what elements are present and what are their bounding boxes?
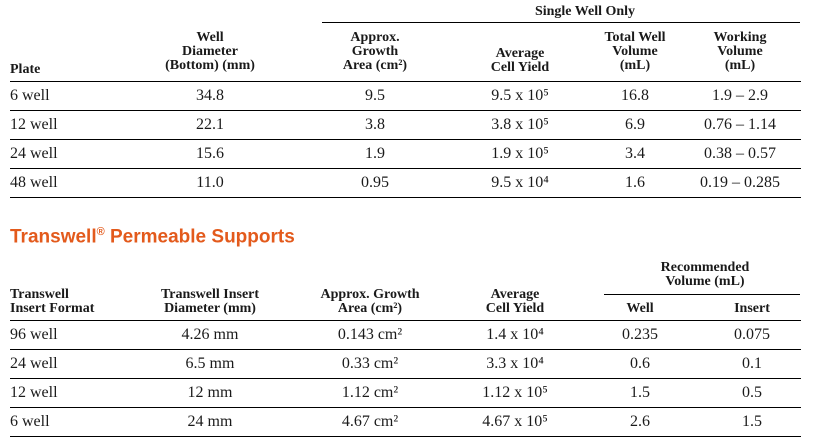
header-line: Cell Yield	[485, 301, 545, 316]
bottom-table-row-rule	[10, 436, 801, 437]
section-title-transwell	[10, 226, 295, 248]
bottom-table-cell: 0.6	[630, 355, 650, 372]
bottom-table-cell: 1.5	[630, 384, 650, 401]
header-line: Approx.	[350, 30, 400, 45]
top-table-cell: 24 well	[10, 145, 58, 162]
top-table-row-rule	[10, 168, 801, 169]
header-line: Area (cm²)	[342, 58, 408, 73]
top-table-cell: 6.9	[625, 116, 645, 133]
bottom-table-cell: 0.235	[622, 326, 658, 343]
header-line: (Bottom) (mm)	[165, 58, 255, 73]
top-table-cell: 0.19 – 0.285	[700, 174, 780, 191]
header-line: Volume (mL)	[665, 274, 745, 289]
header-line: (mL)	[619, 58, 651, 73]
top-table-row-rule	[10, 139, 801, 140]
title-text-rest: Permeable Supports	[104, 226, 295, 248]
bottom-table-cell: 1.12 x 10⁵	[482, 384, 548, 401]
title-text: Transwell	[10, 226, 97, 248]
bottom-table-cell: 3.3 x 10⁴	[486, 355, 544, 372]
bottom-header-growth	[300, 288, 440, 316]
bottom-table-cell: 1.12 cm²	[341, 384, 399, 401]
top-table-row-rule	[10, 197, 801, 198]
bottom-header-rule	[10, 320, 801, 321]
top-table-cell: 11.0	[196, 174, 224, 191]
top-header-diameter	[140, 31, 280, 73]
header-line: Insert Format	[10, 301, 95, 316]
top-table-cell: 22.1	[196, 116, 224, 133]
header-line: Total Well	[604, 30, 666, 45]
top-group-header: Single Well Only	[534, 4, 636, 19]
header-line: Average	[490, 287, 540, 302]
header-line: (mL)	[724, 58, 756, 73]
bottom-group-header	[620, 261, 790, 289]
bottom-table-cell: 0.33 cm²	[341, 355, 399, 372]
header-line: Well	[196, 30, 224, 45]
header-line: Transwell Insert	[160, 287, 260, 302]
bottom-table-cell: 0.1	[742, 355, 762, 372]
bottom-table-row-rule	[10, 349, 801, 350]
top-table-cell: 15.6	[196, 145, 224, 162]
top-table-cell: 3.4	[625, 145, 645, 162]
bottom-header-yield	[455, 288, 575, 316]
top-table-cell: 1.9 x 10⁵	[491, 145, 549, 162]
top-table-cell: 0.76 – 1.14	[704, 116, 776, 133]
header-line: Average	[495, 46, 545, 61]
top-table-cell: 1.6	[625, 174, 645, 191]
top-table-cell: 9.5	[365, 87, 385, 104]
top-table-cell: 3.8 x 10⁵	[491, 116, 549, 133]
header-line: Working	[713, 30, 767, 45]
top-header-plate: Plate	[10, 62, 41, 77]
bottom-table-cell: 0.5	[742, 384, 762, 401]
bottom-table-row-rule	[10, 378, 801, 379]
top-header-working-volume	[685, 31, 795, 73]
bottom-table-cell: 2.6	[630, 413, 650, 430]
bottom-group-rule	[604, 294, 800, 295]
clipped-section-title	[10, 0, 180, 2]
top-table-cell: 1.9	[365, 145, 385, 162]
bottom-table-cell: 6.5 mm	[185, 355, 235, 372]
bottom-header-insert: Insert	[734, 301, 770, 316]
top-table-cell: 3.8	[365, 116, 385, 133]
cut-off-row	[0, 438, 821, 447]
header-line: Cell Yield	[490, 60, 550, 75]
header-line: Growth	[351, 44, 399, 59]
top-table-cell: 48 well	[10, 174, 58, 191]
header-line: Diameter	[182, 44, 238, 59]
bottom-table-cell: 4.67 x 10⁵	[482, 413, 548, 430]
top-table-cell: 9.5 x 10⁴	[491, 174, 549, 191]
bottom-table-cell: 4.67 cm²	[341, 413, 399, 430]
bottom-table-cell: 24 well	[10, 355, 58, 372]
bottom-header-format	[10, 288, 130, 316]
bottom-header-diameter	[140, 288, 280, 316]
top-table-cell: 1.9 – 2.9	[712, 87, 768, 104]
bottom-table-cell: 1.5	[742, 413, 762, 430]
top-table-row-rule	[10, 110, 801, 111]
top-table-cell: 0.38 – 0.57	[704, 145, 776, 162]
bottom-table-cell: 4.26 mm	[181, 326, 239, 343]
header-line: Volume	[612, 44, 658, 59]
top-header-yield	[455, 47, 585, 75]
bottom-table-cell: 12 well	[10, 384, 58, 401]
bottom-table-cell: 12 mm	[187, 384, 233, 401]
header-line: Area (cm²)	[337, 301, 403, 316]
top-table-cell: 34.8	[196, 87, 224, 104]
top-group-rule	[322, 22, 800, 23]
bottom-table-cell: 0.075	[734, 326, 770, 343]
bottom-table-cell: 0.143 cm²	[337, 326, 403, 343]
top-table-cell: 9.5 x 10⁵	[491, 87, 549, 104]
bottom-table-cell: 24 mm	[187, 413, 233, 430]
top-table-cell: 12 well	[10, 116, 58, 133]
bottom-table-row-rule	[10, 407, 801, 408]
bottom-table-cell: 1.4 x 10⁴	[486, 326, 544, 343]
header-line: Volume	[717, 44, 763, 59]
bottom-header-well: Well	[626, 301, 654, 316]
top-header-rule	[10, 81, 801, 82]
top-table-cell: 6 well	[10, 87, 50, 104]
top-header-growth	[310, 31, 440, 73]
header-line: Recommended	[660, 260, 750, 275]
top-header-total-volume	[580, 31, 690, 73]
header-line: Diameter (mm)	[164, 301, 256, 316]
top-table-cell: 16.8	[621, 87, 649, 104]
top-table-cell: 0.95	[361, 174, 389, 191]
registered-mark: ®	[96, 226, 105, 238]
bottom-table-cell: 6 well	[10, 413, 50, 430]
bottom-table-cell: 96 well	[10, 326, 58, 343]
header-line: Transwell	[10, 287, 69, 302]
header-line: Approx. Growth	[320, 287, 420, 302]
